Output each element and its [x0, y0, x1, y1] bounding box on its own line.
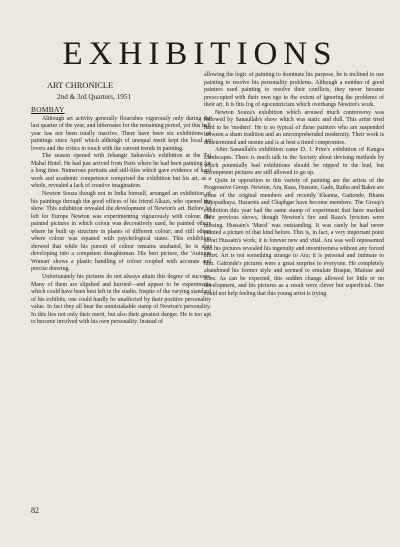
paragraph: After Sanaullah's exhibition came D. J. Prim's exhibition of Kangra Landscapes. There is much talk in the Society about devising methods by which potentially bad exhibitions should be nipped in the bud, but incompetent pictures are still allowed to go up.	[204, 147, 384, 177]
paragraph: Newton Souza though not in India himself, arranged an exhibition of his paintings through the good offices of his friend Alkazi, who opened the show. This exhibition revealed the development of Newton's art. Before he left for Europe Newton was experimenting vigourously with colour. He painted pictures in which colour was decoratively used, he painted others where he built up structure in planes of different colour; and still others where colour was equated with psychological states. This exhibition showed that while his pursuit of colour remains unabated, he is also developing into a competent draughtsman. His best picture, the 'Autumn Woman' shows a plastic handling of colour coupled with accurate and precise drawing.	[31, 191, 211, 273]
paragraph: Quite in opposition to this variety of painting are the artists of the Progressive Group. Newton, Ara, Raza, Hussain, Gade, Raiba and Bakre are some of the original members and recently Khanna, Gaitonde, Bhanu Rajopadhaya, Hazarnis and Chaphgar have become members. The Group's exhibition this year had the same stamp of experiment that have marked their previous shows, though Newton's fire and Raza's lyricism were missing. Hussain's 'Mural' was outstanding. It was rarely he had never painted a picture of that kind before. This is, in fact, a very important point about Hussain's work; it is forever new and vital. Ara was well represented and his pictures revealed his ingenuity and inventiveness without any forced effort. Art is not something strange to Ara; it is personal and intimate to him. Gaitonde's pictures were a great surprise to everyone. He completely abandoned his former style and seemed to emulate Braque, Matisse and Klee. As can be expected, this sudden change allowed for little or no development, and his pictures as a result were clever but superficial. One could not help feeling that this young artist is trying	[204, 177, 384, 297]
chronicle-subheading: ART CHRONICLE	[47, 81, 114, 90]
city-heading: BOMBAY	[31, 105, 65, 114]
page-number: 82	[31, 506, 39, 515]
paragraph: Unfortunately his pictures do not always attain this degree of success. Many of them are slipshod and hurried—and appear to be experiments which could have been best left in the studio. Inspite of the varying standard of his exhibits, one could hardly be unaffected by their positive personality value. In fact they all bear the unmistakable stamp of Newton's personality. In this lies not only their merit, but also their greatest danger. He is too apt to become involved with his own personality. Instead of	[31, 274, 211, 326]
paragraph: Newton Souza's exhibition which aroused much controversy was followed by Sanaullah's show which was static and dull. This artist tried hard to be 'modern'. He is so typical of those painters who are suspended between a sham tradition and an uncomprehended modernity. Their work is undetermined and unsure and is at best a timid compromise.	[204, 109, 384, 146]
left-column	[31, 80, 211, 327]
paragraph: Although art activity generally flourishes vigorously only during the last quarter of the year, and hibernates for the remaining period, yet this half year has not been totally inactive. There have been six exhibitions of paintings since April which although of unequal merit kept the local art lovers and the critics in touch with the current trends in painting.	[31, 115, 211, 152]
paragraph: The season opened with Jehangir Sabavala's exhibition at the Taj Mahal Hotel. He had just arrived from Paris where he had been painting for a long time. Numerous portraits and still-lifes which gave evidence of hard work and academic competence comprised the exhibition but his art, as a whole, revealed a lack of creative imagination.	[31, 153, 211, 190]
paragraph: allowing the logic of painting to dominate his purpose, he is inclined to use painting to resolve his personality problems. Although a number of good painters used painting to resolve their conflicts, they never became preoccupied with their own ego to the extent of ignoring the problems of their art. It is this fog of egocentricism which overhangs Newton's work.	[204, 72, 384, 109]
section-heading: EXHIBITIONS	[62, 36, 338, 72]
right-column	[204, 72, 384, 298]
period-line: 2nd & 3rd Quarters, 1951	[57, 93, 132, 101]
